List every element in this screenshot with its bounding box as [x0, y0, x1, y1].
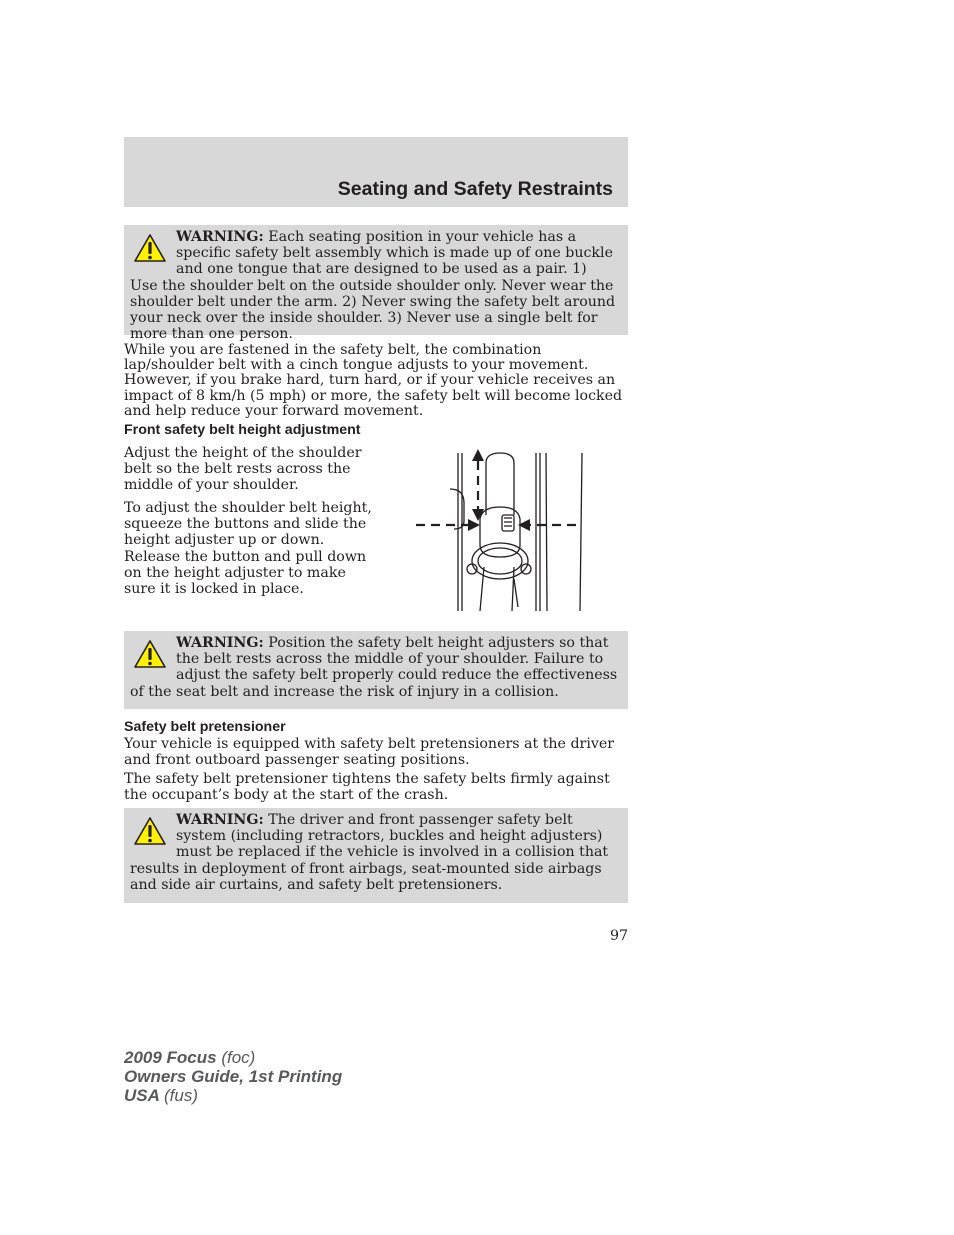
warning-text: The driver and front passenger safety belt system (including retractors, buckles and height adjusters) must be replaced if the vehicle is involved in a collision that results in deployment of front airbags, seat-mounted side airbags and side air curtains, and safety belt pretensioners. [130, 812, 609, 893]
footer-market: USA [124, 1086, 160, 1105]
warning-label: WARNING: [176, 229, 264, 245]
pretensioner-heading: Safety belt pretensioner [124, 719, 286, 735]
height-paragraph-1: Adjust the height of the shoulder belt so the belt rests across the middle of your shoulder. [124, 445, 362, 494]
warning-text: Each seating position in your vehicle has a specific safety belt assembly which is made up of one buckle and one tongue that are designed to be used as a pair. 1) Use the shoulder belt on the outside shoulder only. Never wear the shoulder belt under the arm. 2) Never swing the safety belt around your neck over the inside shoulder. 3) Never use a single belt for more than one person. [130, 229, 616, 343]
footer-line-1 [124, 1048, 342, 1067]
footer-model: 2009 Focus [124, 1048, 217, 1067]
warning-text: Position the safety belt height adjusters so that the belt rests across the middle of your shoulder. Failure to adjust the safety belt properly could reduce the effectiveness of the seat belt and increase the risk of injury in a collision. [130, 635, 618, 700]
footer-line-2: Owners Guide, 1st Printing [124, 1067, 343, 1086]
footer-model-code: (foc) [221, 1048, 256, 1067]
warning-triangle-icon [133, 816, 167, 846]
footer-market-code: (fus) [164, 1086, 198, 1105]
footer-line-3 [124, 1086, 342, 1105]
warning-triangle-icon [133, 233, 167, 263]
header-band [124, 137, 628, 207]
height-paragraph-2: To adjust the shoulder belt height, squeeze the buttons and slide the height adjuster up or down. Release the button and pull down on the height adjuster to make sure it is locked in place. [124, 500, 372, 598]
pretensioner-paragraph-1: Your vehicle is equipped with safety belt pretensioners at the driver and front outboard passenger seating positions. [124, 736, 615, 769]
footer-printing-info [124, 1048, 342, 1105]
warning-box-1 [124, 225, 628, 343]
belt-height-adjuster-illustration [414, 449, 588, 615]
page-title: Seating and Safety Restraints [337, 178, 613, 200]
intro-paragraph: While you are fastened in the safety belt, the combination lap/shoulder belt with a cinch tongue adjusts to your movement. However, if you brake hard, turn hard, or if your vehicle receives an impact of 8 km/h (5 mph) or more, the safety belt will become locked and help reduce your forward movement. [124, 342, 623, 419]
warning-label: WARNING: [176, 635, 264, 651]
pretensioner-paragraph-2: The safety belt pretensioner tightens the safety belts firmly against the occupant’s body at the start of the crash. [124, 771, 610, 804]
warning-box-2 [124, 631, 628, 709]
page-number: 97 [609, 928, 628, 944]
height-adjustment-heading: Front safety belt height adjustment [124, 422, 361, 438]
warning-box-3 [124, 808, 628, 903]
warning-triangle-icon [133, 639, 167, 669]
warning-label: WARNING: [176, 812, 264, 828]
